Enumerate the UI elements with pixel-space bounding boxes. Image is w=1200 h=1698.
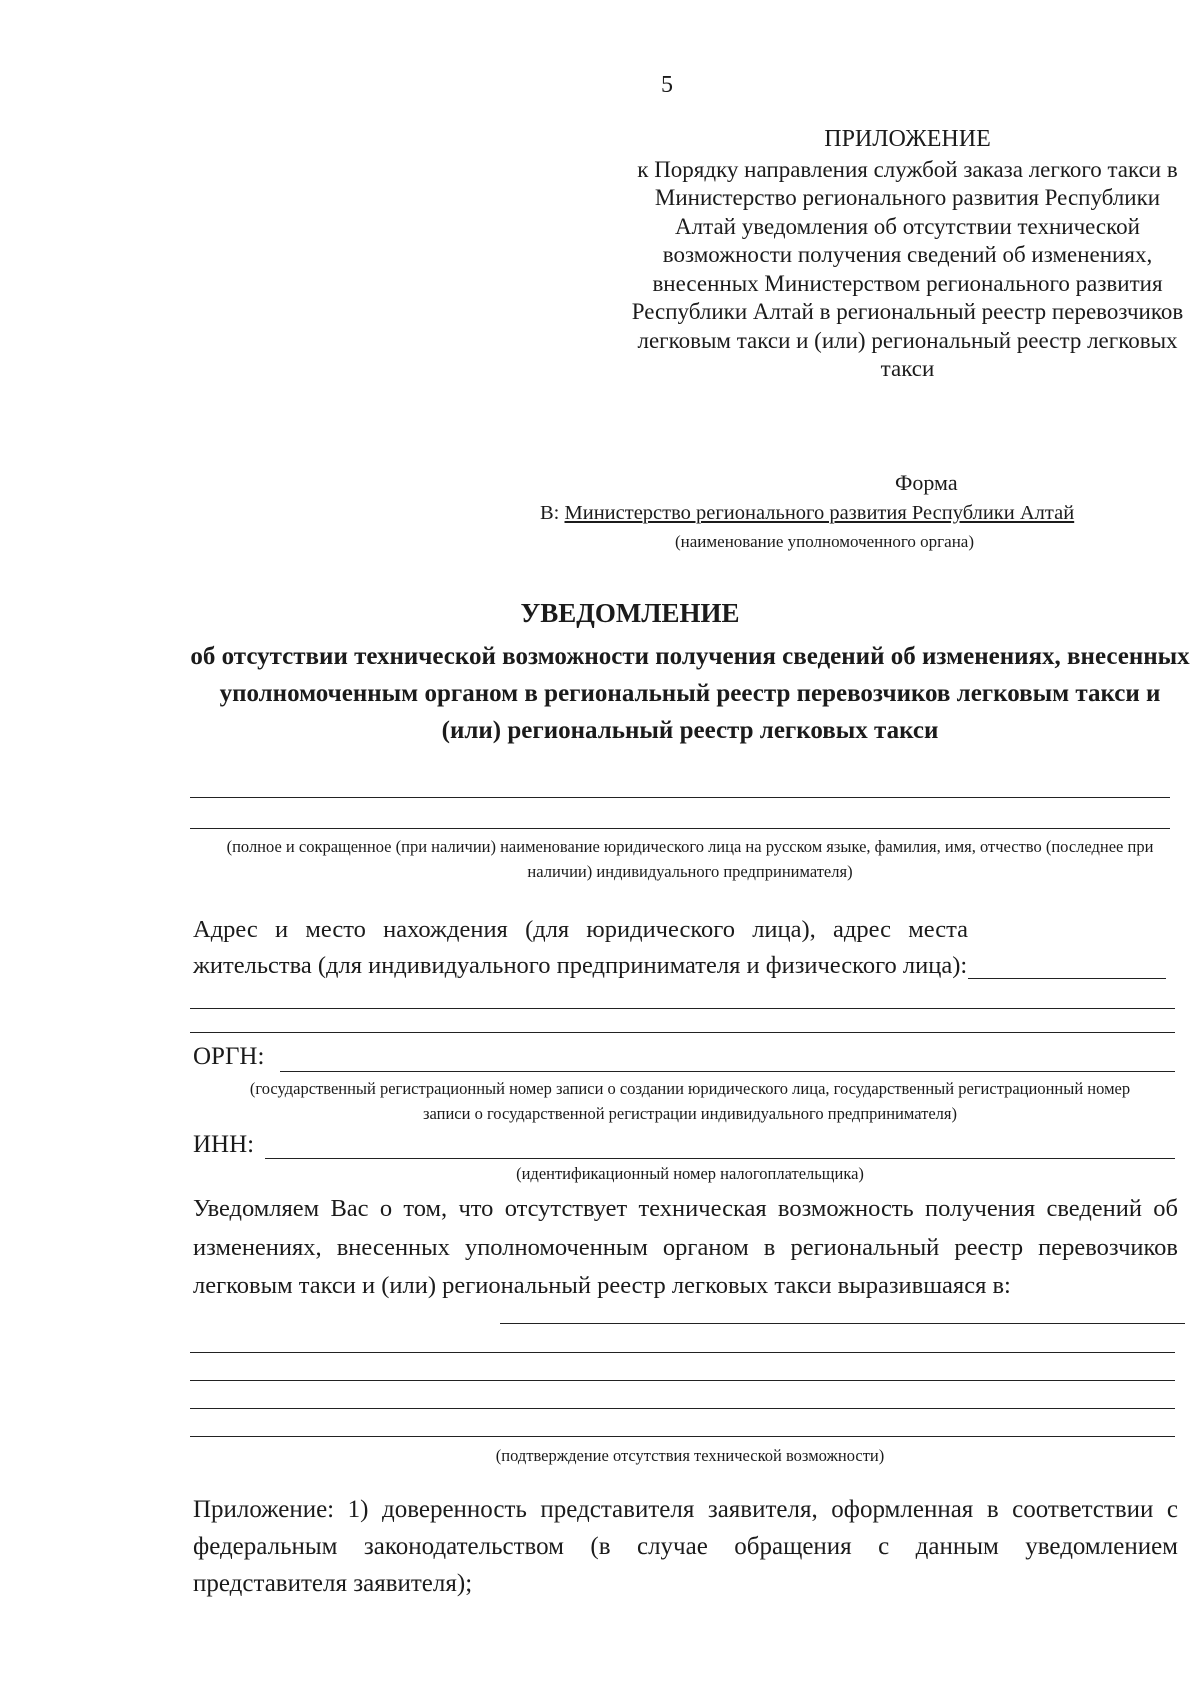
name-caption: (полное и сокращенное (при наличии) наименование юридического лица на русском языке, фамилия, имя, отчество (последнее при наличии) индивидуального предпринимателя) bbox=[226, 837, 1154, 881]
address-fill-line-1 bbox=[968, 978, 1166, 979]
recipient-caption: (наименование уполномоченного органа) bbox=[675, 532, 975, 551]
attachments-text: Приложение: 1) доверенность представителя заявителя, оформленная в соответствии с федеральным законодательством (в случае обращения с данным уведомлением представителя заявителя); bbox=[193, 1496, 1178, 1597]
notice-title: УВЕДОМЛЕНИЕ bbox=[520, 598, 740, 628]
statement-fill-line-1 bbox=[500, 1323, 1185, 1324]
address-fill-line-2 bbox=[190, 1008, 1175, 1009]
recipient-line bbox=[540, 502, 1074, 525]
appendix-text: к Порядку направления службой заказа легкого такси в Министерство регионального развития Республики Алтай уведомления об отсутствии технической возможности получения сведений об изменениях, внесенных Министерством регионального развития Республики Алтай в региональный реестр перевозчиков легковым такси и (или) региональный реестр легковых такси bbox=[631, 156, 1184, 381]
form-label: Форма bbox=[895, 470, 958, 495]
name-fill-line-1 bbox=[190, 797, 1170, 798]
appendix-title: ПРИЛОЖЕНИЕ bbox=[824, 126, 991, 152]
recipient-prefix: В: bbox=[540, 502, 560, 524]
ogrn-fill-line bbox=[280, 1071, 1175, 1072]
statement-fill-line-4 bbox=[190, 1408, 1175, 1409]
name-fill-line-2 bbox=[190, 828, 1170, 829]
notice-subtitle: об отсутствии технической возможности получения сведений об изменениях, внесенных уполномоченным органом в региональный реестр перевозчиков легковым такси и (или) региональный реестр легковых такси bbox=[190, 643, 1190, 744]
statement-fill-line-2 bbox=[190, 1352, 1175, 1353]
statement-fill-line-3 bbox=[190, 1380, 1175, 1381]
address-label: Адрес и место нахождения (для юридического лица), адрес места жительства (для индивидуального предпринимателя и физического лица): bbox=[193, 916, 968, 979]
inn-label: ИНН: bbox=[193, 1131, 255, 1158]
ogrn-caption: (государственный регистрационный номер записи о создании юридического лица, государственный регистрационный номер записи о государственной регистрации индивидуального предпринимателя) bbox=[249, 1079, 1131, 1123]
page-number: 5 bbox=[661, 72, 673, 98]
ogrn-label: ОРГН: bbox=[193, 1043, 265, 1070]
statement-fill-line-5 bbox=[190, 1436, 1175, 1437]
inn-caption: (идентификационный номер налогоплательщика) bbox=[516, 1164, 864, 1183]
statement-text: Уведомляем Вас о том, что отсутствует техническая возможность получения сведений об изменениях, внесенных уполномоченным органом в региональный реестр перевозчиков легковым такси и (или) региональный реестр легковых такси выразившаяся в: bbox=[193, 1195, 1178, 1299]
appendix-block bbox=[630, 125, 1185, 384]
address-fill-line-3 bbox=[190, 1032, 1175, 1033]
confirm-caption: (подтверждение отсутствия технической возможности) bbox=[495, 1446, 885, 1465]
recipient-value: Министерство регионального развития Республики Алтай bbox=[564, 502, 1075, 524]
inn-fill-line bbox=[265, 1158, 1175, 1159]
